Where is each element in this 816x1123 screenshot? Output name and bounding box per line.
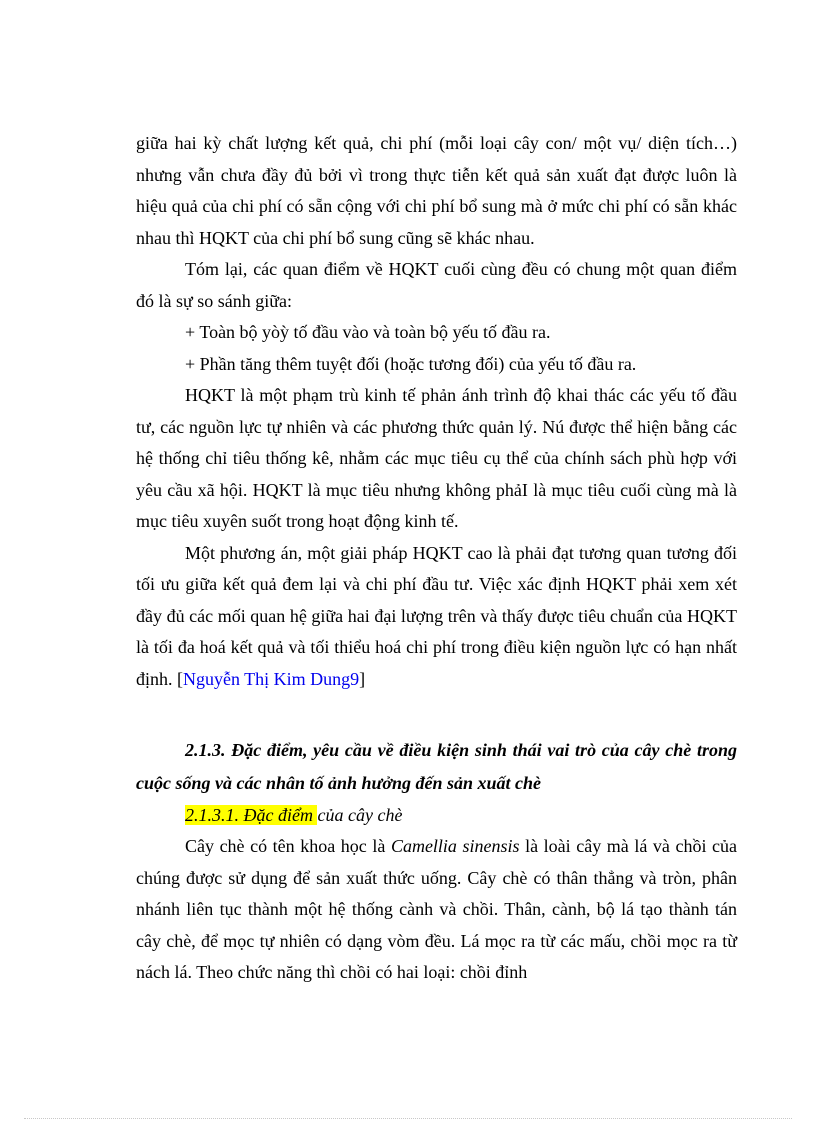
section-heading: 2.1.3. Đặc điểm, yêu cầu về điều kiện sinh thái vai trò của cây chè trong cuộc sống và các nhân tố ảnh hưởng đến sản xuất chè (136, 740, 737, 793)
scientific-name: Camellia sinensis (390, 836, 520, 856)
highlighted-text: 2.1.3.1. Đặc điểm (185, 805, 318, 825)
citation-link[interactable]: Nguyễn Thị Kim Dung9 (183, 668, 360, 689)
bullet-inputs: + Toàn bộ yòỳ tố đầu vào và toàn bộ yếu tố đầu ra. (185, 322, 551, 342)
tea-text-after: là loài cây mà lá và chồi của chúng được sử dụng để sản xuất thức uống. Cây chè có thân thẳng và tròn, phân nhánh liên tục thành một hệ thống cành và chồi. Thân, cành, bộ lá tạo thành tán cây chè, để mọc tự nhiên có dạng vòm đều. Lá mọc ra từ các mấu, chồi mọc ra từ nách lá. Theo chức năng thì chồi có hai loại: chồi đỉnh (136, 836, 737, 982)
paragraph-solution (136, 538, 737, 696)
paragraph-conclusion: Tóm lại, các quan điểm về HQKT cuối cùng đều có chung một quan điểm đó là sự so sánh giữa: (136, 259, 737, 311)
paragraph-definition: HQKT là một phạm trù kinh tế phản ánh trình độ khai thác các yếu tố đầu tư, các nguồn lực tự nhiên và các phương thức quản lý. Nú được thể hiện bằng các hệ thống chỉ tiêu thống kê, nhằm các mục tiêu cụ thể của chính sách phù hợp với yêu cầu xã hội. HQKT là mục tiêu nhưng không phảI là mục tiêu cuối cùng mà là mục tiêu xuyên suốt trong hoạt động kinh tế. (136, 385, 737, 531)
bullet-increase: + Phần tăng thêm tuyệt đối (hoặc tương đối) của yếu tố đầu ra. (185, 353, 637, 374)
subsection-heading-rest: của cây chè (317, 805, 403, 825)
subsection-heading (136, 800, 737, 831)
tea-text-before: Cây chè có tên khoa học là (185, 836, 391, 856)
document-page (136, 128, 737, 989)
paragraph-tea-plant (136, 831, 737, 989)
paragraph-continuation: giữa hai kỳ chất lượng kết quả, chi phí (mỗi loại cây con/ một vụ/ diện tích…) nhưng vẫn chưa đầy đủ bởi vì trong thực tiễn kết quả sản xuất đạt được luôn là hiệu quả của chi phí có sẵn cộng với chi phí bổ sung mà ở mức chi phí có sẵn khác nhau thì HQKT của chi phí bổ sung cũng sẽ khác nhau. (136, 133, 737, 248)
citation-close: ] (359, 668, 366, 689)
page-bottom-divider (24, 1118, 792, 1119)
paragraph-solution-text: Một phương án, một giải pháp HQKT cao là phải đạt tương quan tương đối tối ưu giữa kết quả đem lại và chi phí đầu tư. Việc xác định HQKT phải xem xét đầy đủ các mối quan hệ giữa hai đại lượng trên và thấy được tiêu chuẩn của HQKT là tối đa hoá kết quả và tối thiểu hoá chi phí trong điều kiện nguồn lực có hạn nhất định. [ (136, 542, 737, 689)
